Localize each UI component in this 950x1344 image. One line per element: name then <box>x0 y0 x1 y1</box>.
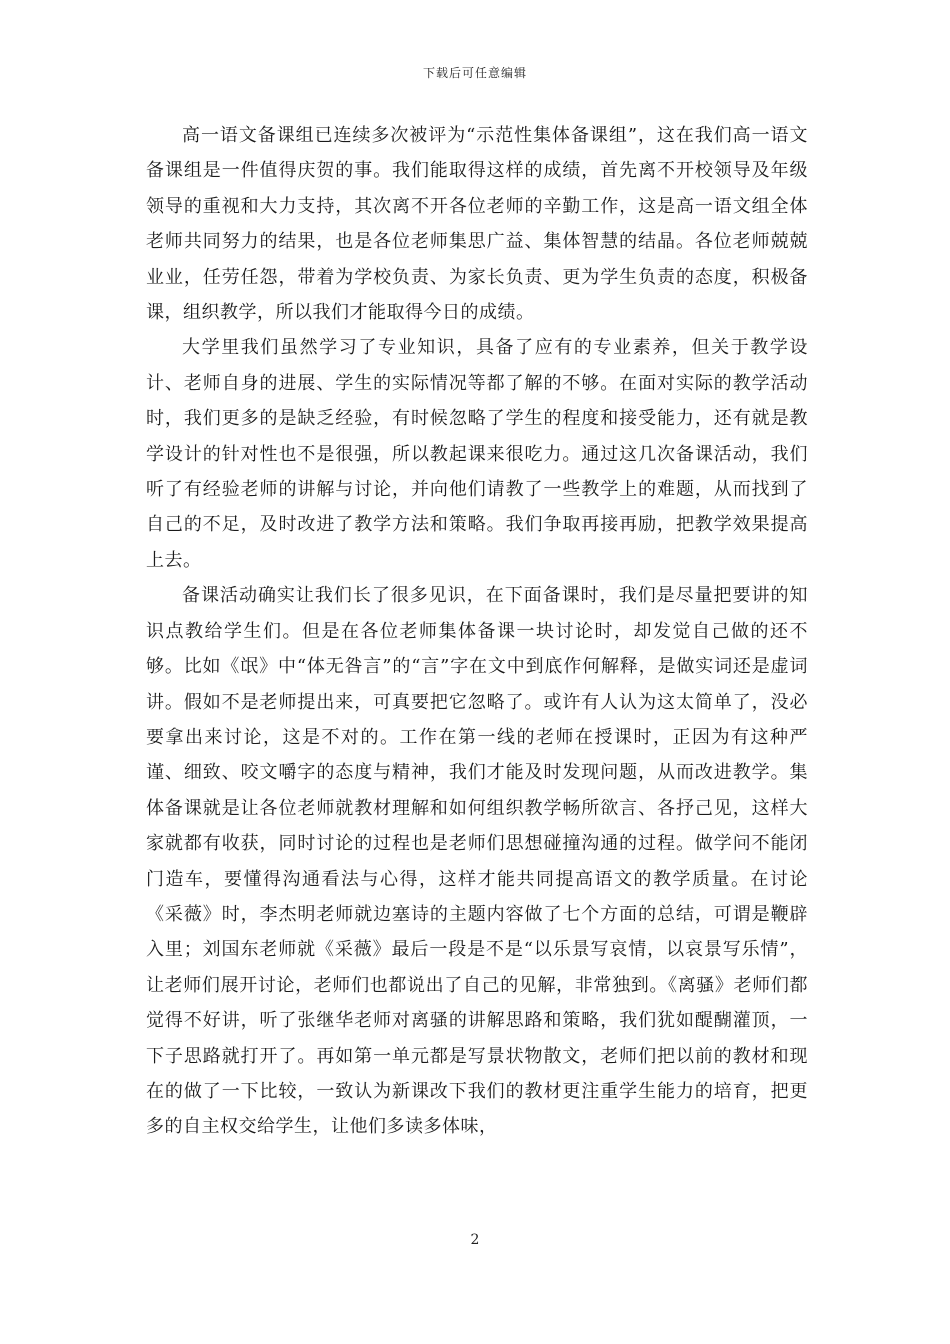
page-header: 下载后可任意编辑 <box>422 66 527 80</box>
paragraph-2: 大学里我们虽然学习了专业知识，具备了应有的专业素养，但关于教学设计、老师自身的进展、学生的实际情况等都了解的不够。在面对实际的教学活动时，我们更多的是缺乏经验，有时候忽略了学生的程度和接受能力，还有就是教学设计的针对性也不是很强，所以教起课来很吃力。通过这几次备课活动，我们听了有经验老师的讲解与讨论，并向他们请教了一些教学上的难题，从而找到了自己的不足，及时改进了教学方法和策略。我们争取再接再励，把教学效果提高上去。 <box>146 337 808 571</box>
document-body <box>146 118 808 1145</box>
paragraph-3: 备课活动确实让我们长了很多见识，在下面备课时，我们是尽量把要讲的知识点教给学生们。但是在各位老师集体备课一块讨论时，却发觉自己做的还不够。比如《氓》中“体无咎言”的“言”字在文中到底作何解释，是做实词还是虚词讲。假如不是老师提出来，可真要把它忽略了。或许有人认为这太简单了，没必要拿出来讨论，这是不对的。工作在第一线的老师在授课时，正因为有这种严谨、细致、咬文嚼字的态度与精神，我们才能及时发现问题，从而改进教学。集体备课就是让各位老师就教材理解和如何组织教学畅所欲言、各抒己见，这样大家就都有收获，同时讨论的过程也是老师们思想碰撞沟通的过程。做学问不能闭门造车，要懂得沟通看法与心得，这样才能共同提高语文的教学质量。在讨论《采薇》时，李杰明老师就边塞诗的主题内容做了七个方面的总结，可谓是鞭辟入里；刘国东老师就《采薇》最后一段是不是“以乐景写哀情，以哀景写乐情”，让老师们展开讨论，老师们也都说出了自己的见解，非常独到。《离骚》老师们都觉得不好讲，听了张继华老师对离骚的讲解思路和策略，我们犹如醍醐灌顶，一下子思路就打开了。再如第一单元都是写景状物散文，老师们把以前的教材和现在的做了一下比较，一致认为新课改下我们的教材更注重学生能力的培育，把更多的自主权交给学生，让他们多读多体味， <box>146 585 808 1138</box>
paragraph-1: 高一语文备课组已连续多次被评为“示范性集体备课组”，这在我们高一语文备课组是一件值得庆贺的事。我们能取得这样的成绩，首先离不开校领导及年级领导的重视和大力支持，其次离不开各位老师的辛勤工作，这是高一语文组全体老师共同努力的结果，也是各位老师集思广益、集体智慧的结晶。各位老师兢兢业业，任劳任怨，带着为学校负责、为家长负责、更为学生负责的态度，积极备课，组织教学，所以我们才能取得今日的成绩。 <box>146 125 808 324</box>
page-number: 2 <box>470 1232 480 1248</box>
